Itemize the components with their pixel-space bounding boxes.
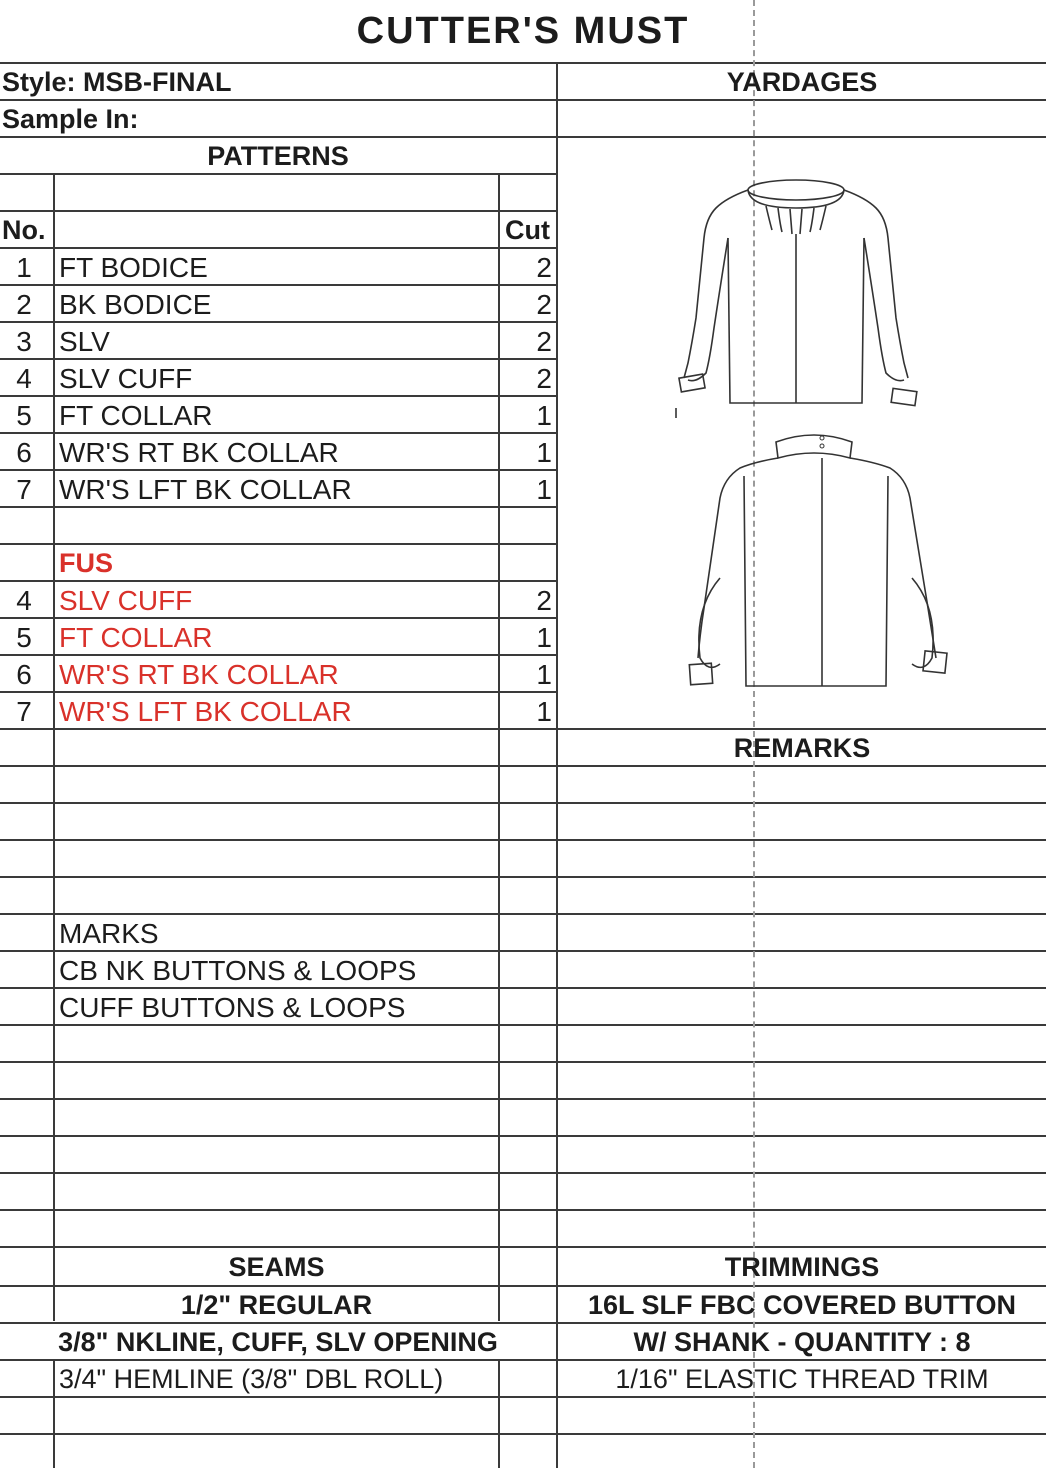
seam-line: 3/4" HEMLINE (3/8" DBL ROLL) (59, 1364, 444, 1394)
fusing-header: FUS (59, 548, 113, 578)
note-marks: MARKS (59, 918, 159, 949)
back-blouse-sketch-icon (684, 428, 954, 693)
pattern-cut: 2 (536, 289, 552, 320)
trimmings-header: TRIMMINGS (724, 1252, 880, 1282)
pattern-no: 4 (16, 363, 32, 394)
sample-in-label: Sample In: (2, 104, 139, 134)
pattern-cut: 2 (536, 326, 552, 357)
pattern-no: 6 (16, 437, 32, 468)
seam-line: 1/2" REGULAR (180, 1290, 373, 1320)
fusing-no: 4 (16, 585, 32, 616)
fusing-no: 6 (16, 659, 32, 690)
trimming-line: W/ SHANK - QUANTITY : 8 (633, 1327, 971, 1357)
pattern-name: FT BODICE (59, 252, 208, 283)
pattern-name: FT COLLAR (59, 400, 213, 431)
note-cb-nk-buttons: CB NK BUTTONS & LOOPS (59, 955, 417, 986)
fusing-no: 5 (16, 622, 32, 653)
note-cuff-buttons: CUFF BUTTONS & LOOPS (59, 992, 406, 1023)
fusing-cut: 2 (536, 585, 552, 616)
pattern-cut: 1 (536, 474, 552, 505)
pattern-name: BK BODICE (59, 289, 212, 320)
pattern-name: WR'S LFT BK COLLAR (59, 474, 352, 505)
front-blouse-sketch-icon (666, 168, 936, 418)
pattern-no: 1 (16, 252, 32, 283)
yardages-header: YARDAGES (726, 67, 878, 97)
patterns-header: PATTERNS (207, 141, 349, 171)
pattern-name: SLV CUFF (59, 363, 193, 394)
pattern-name: WR'S RT BK COLLAR (59, 437, 339, 468)
remarks-header: REMARKS (733, 733, 871, 763)
trimming-line: 1/16" ELASTIC THREAD TRIM (615, 1364, 989, 1394)
fusing-cut: 1 (536, 659, 552, 690)
pattern-cut: 1 (536, 437, 552, 468)
pattern-no: 2 (16, 289, 32, 320)
cut-column-header: Cut (505, 215, 550, 245)
pattern-name: SLV (59, 326, 110, 357)
fusing-cut: 1 (536, 696, 552, 727)
fusing-name: WR'S LFT BK COLLAR (59, 696, 352, 727)
page-title: CUTTER'S MUST (356, 10, 690, 52)
pattern-cut: 2 (536, 252, 552, 283)
no-column-header: No. (2, 215, 46, 245)
trimming-line: 16L SLF FBC COVERED BUTTON (587, 1290, 1017, 1320)
fusing-name: FT COLLAR (59, 622, 213, 653)
pattern-cut: 2 (536, 363, 552, 394)
pattern-no: 7 (16, 474, 32, 505)
pattern-no: 5 (16, 400, 32, 431)
fusing-cut: 1 (536, 622, 552, 653)
seam-line: 3/8" NKLINE, CUFF, SLV OPENING (58, 1327, 498, 1357)
pattern-no: 3 (16, 326, 32, 357)
fusing-name: WR'S RT BK COLLAR (59, 659, 339, 690)
style-label: Style: MSB-FINAL (2, 67, 232, 97)
fusing-no: 7 (16, 696, 32, 727)
fusing-name: SLV CUFF (59, 585, 193, 616)
pattern-cut: 1 (536, 400, 552, 431)
seams-header: SEAMS (228, 1252, 325, 1282)
